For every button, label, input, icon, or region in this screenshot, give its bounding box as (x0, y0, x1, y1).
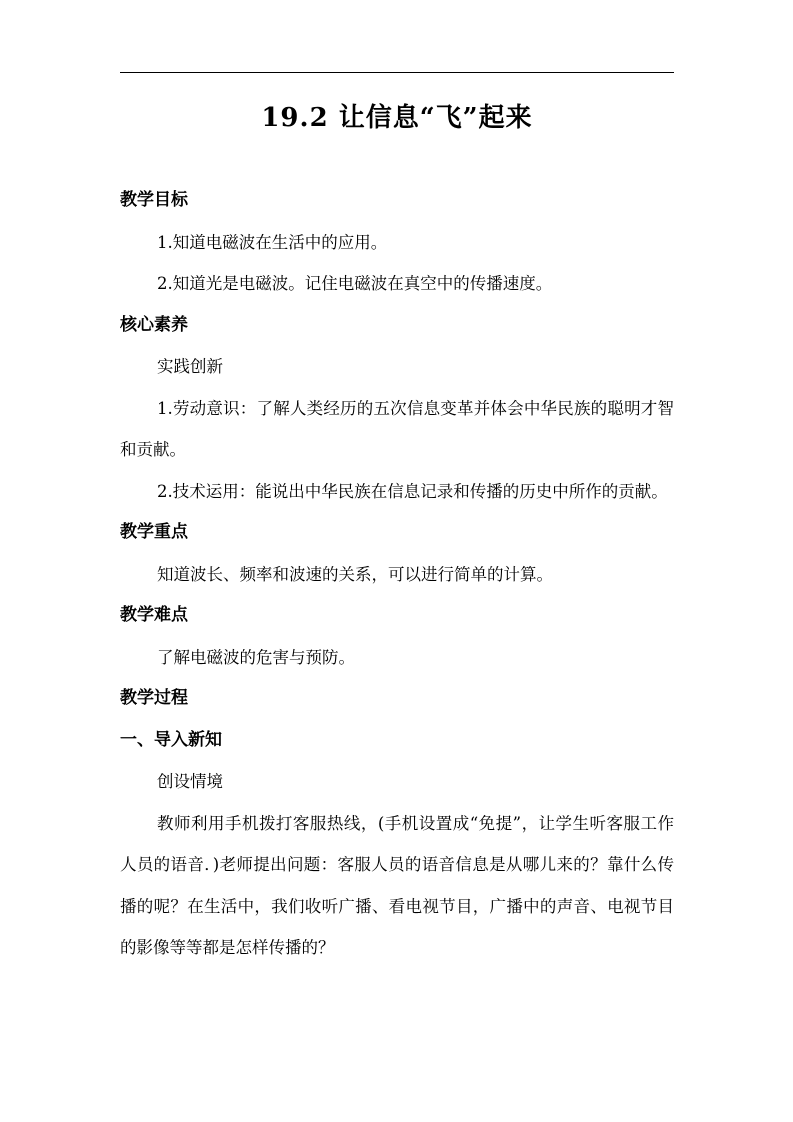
literacy-item-1: 1.劳动意识：了解人类经历的五次信息变革并体会中华民族的聪明才智和贡献。 (120, 398, 674, 459)
goal-item-1: 1.知道电磁波在生活中的应用。 (157, 232, 388, 252)
section-heading-teaching-goals: 教学目标 (120, 190, 188, 210)
subsection-heading-introduction: 一、导入新知 (120, 729, 222, 750)
key-point-text: 知道波长、频率和波速的关系，可以进行简单的计算。 (157, 564, 553, 584)
document-title: 19.2 让信息“飞”起来 (261, 103, 533, 133)
scenario-paragraph: 教师利用手机拨打客服热线，(手机设置成“免提”，让学生听客服工作人员的语音．)老师提出问题：客服人员的语音信息是从哪儿来的？靠什么传播的呢？在生活中，我们收听广播、看电视节目，广播中的声音、电视节目的影像等等都是怎样传播的？ (120, 813, 674, 957)
section-heading-core-literacy: 核心素养 (120, 314, 188, 335)
section-heading-difficulties: 教学难点 (120, 605, 188, 625)
literacy-subheading: 实践创新 (157, 357, 223, 376)
scenario-label: 创设情境 (157, 772, 223, 791)
difficulty-text: 了解电磁波的危害与预防。 (157, 647, 355, 667)
section-heading-process: 教学过程 (120, 688, 188, 708)
literacy-item-2: 2.技术运用：能说出中华民族在信息记录和传播的历史中所作的贡献。 (157, 481, 668, 501)
document-body (120, 180, 674, 969)
header-rule (120, 72, 674, 73)
section-heading-key-points: 教学重点 (120, 522, 188, 542)
goal-item-2: 2.知道光是电磁波。记住电磁波在真空中的传播速度。 (157, 274, 553, 293)
